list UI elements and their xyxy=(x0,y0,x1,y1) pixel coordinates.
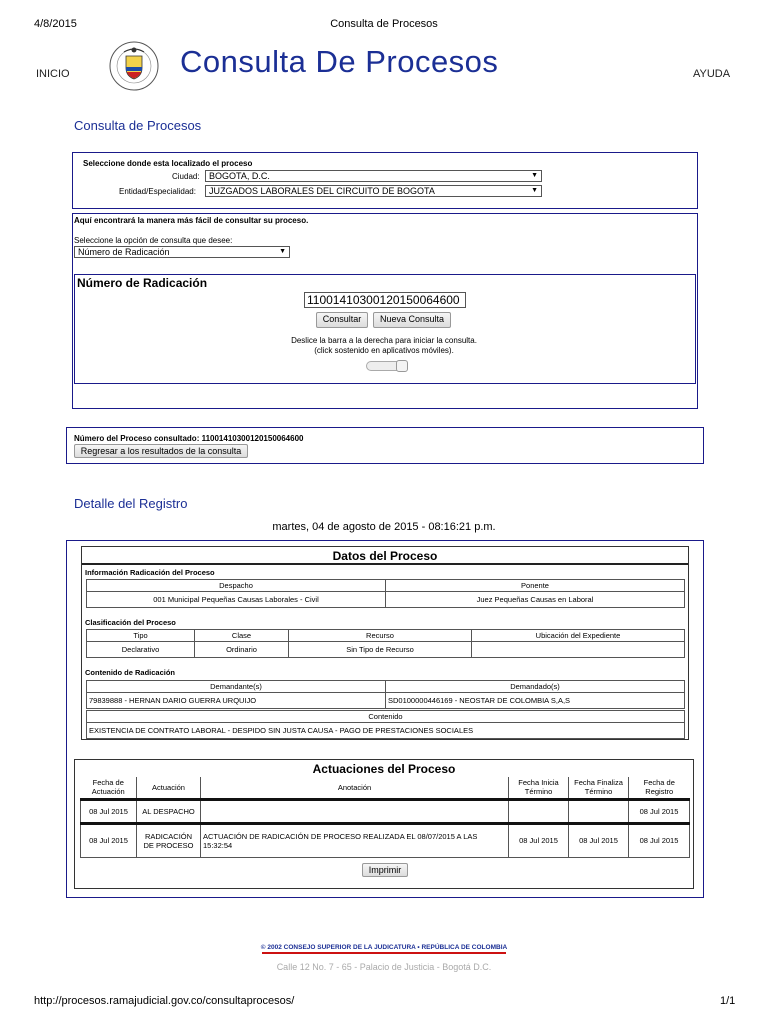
chevron-down-icon: ▼ xyxy=(279,248,286,255)
consulta-section-title: Consulta de Procesos xyxy=(74,118,202,133)
demandante-value: 79839888 - HERNAN DARIO GUERRA URQUIJO xyxy=(87,693,386,709)
nav-inicio-link[interactable]: INICIO xyxy=(36,68,70,80)
row-actuacion: RADICACIÓN DE PROCESO xyxy=(137,823,201,857)
contenido-header: Contenido xyxy=(87,711,685,723)
despacho-value: 001 Municipal Pequeñas Causas Laborales - Civil xyxy=(87,592,386,608)
footer-address: Calle 12 No. 7 - 65 - Palacio de Justicia - Bogotá D.C. xyxy=(276,962,492,972)
info-radicacion-label: Información Radicación del Proceso xyxy=(85,568,215,577)
print-page-number: 1/1 xyxy=(720,995,736,1007)
row-anotacion xyxy=(201,799,509,823)
footer-copyright: © 2002 CONSEJO SUPERIOR DE LA JUDICATURA • REPÚBLICA DE COLOMBIA xyxy=(260,944,508,951)
option-select-value: Número de Radicación xyxy=(78,247,170,257)
col-fecha-finaliza: Fecha Finaliza Término xyxy=(569,777,629,799)
row-fecha: 08 Jul 2015 xyxy=(81,823,137,857)
entidad-select[interactable] xyxy=(205,185,542,197)
proceso-consultado: Número del Proceso consultado: 11001410300120150064600 xyxy=(74,434,304,443)
chevron-down-icon: ▼ xyxy=(531,172,538,179)
imprimir-button[interactable]: Imprimir xyxy=(362,863,408,877)
partes-table xyxy=(86,680,685,709)
rama-judicial-seal-icon xyxy=(98,40,170,92)
clase-header: Clase xyxy=(195,630,289,642)
timestamp: martes, 04 de agosto de 2015 - 08:16:21 p.m. xyxy=(272,521,496,533)
entidad-select-value: JUZGADOS LABORALES DEL CIRCUITO DE BOGOTA xyxy=(209,186,435,196)
demandante-header: Demandante(s) xyxy=(87,681,386,693)
row-fecha: 08 Jul 2015 xyxy=(81,799,137,823)
print-url: http://procesos.ramajudicial.gov.co/consultaprocesos/ xyxy=(34,995,295,1007)
datos-title: Datos del Proceso xyxy=(82,547,688,565)
ciudad-select-value: BOGOTA, D.C. xyxy=(209,171,270,181)
contenido-radicacion-label: Contenido de Radicación xyxy=(85,668,176,677)
recurso-value: Sin Tipo de Recurso xyxy=(289,642,472,658)
ciudad-label: Ciudad: xyxy=(172,172,200,181)
col-anotacion: Anotación xyxy=(201,777,509,799)
demandado-value: SD0100000446169 - NEOSTAR DE COLOMBIA S,A,S xyxy=(386,693,685,709)
regresar-button[interactable]: Regresar a los resultados de la consulta xyxy=(74,444,248,458)
tipo-value: Declarativo xyxy=(87,642,195,658)
ponente-value: Juez Pequeñas Causas en Laboral xyxy=(386,592,685,608)
table-row xyxy=(81,823,690,857)
location-heading: Seleccione donde esta localizado el proceso xyxy=(83,159,253,168)
recurso-header: Recurso xyxy=(289,630,472,642)
option-select[interactable] xyxy=(74,246,290,258)
radicacion-input[interactable]: 11001410300120150064600 xyxy=(304,292,466,308)
consultar-button[interactable]: Consultar xyxy=(316,312,368,328)
print-date: 4/8/2015 xyxy=(34,18,77,30)
option-label: Seleccione la opción de consulta que desee: xyxy=(74,236,233,245)
chevron-down-icon: ▼ xyxy=(531,187,538,194)
nav-ayuda-link[interactable]: AYUDA xyxy=(693,68,731,80)
clasificacion-label: Clasificación del Proceso xyxy=(85,618,176,627)
clase-value: Ordinario xyxy=(195,642,289,658)
actuaciones-table xyxy=(80,777,690,858)
nueva-consulta-button[interactable]: Nueva Consulta xyxy=(373,312,451,328)
actuaciones-title: Actuaciones del Proceso xyxy=(312,762,456,776)
table-row xyxy=(81,799,690,823)
brand-title: Consulta De Procesos xyxy=(180,44,499,79)
row-registro: 08 Jul 2015 xyxy=(629,823,690,857)
row-inicia xyxy=(509,799,569,823)
col-fecha-actuacion: Fecha de Actuación xyxy=(81,777,137,799)
slide-text-line-2: (click sostenido en aplicativos móviles). xyxy=(314,346,454,355)
clasificacion-table xyxy=(86,629,685,658)
contenido-value: EXISTENCIA DE CONTRATO LABORAL - DESPIDO SIN JUSTA CAUSA - PAGO DE PRESTACIONES SOCIALES xyxy=(87,723,685,739)
row-finaliza xyxy=(569,799,629,823)
detalle-title: Detalle del Registro xyxy=(74,496,188,511)
radicacion-title: Número de Radicación xyxy=(77,276,208,290)
consulta-intro: Aquí encontrará la manera más fácil de consultar su proceso. xyxy=(74,216,309,225)
slide-text-line-1: Deslice la barra a la derecha para iniciar la consulta. xyxy=(291,336,477,345)
print-title: Consulta de Procesos xyxy=(330,18,438,30)
ubicacion-value xyxy=(472,642,685,658)
ubicacion-header: Ubicación del Expediente xyxy=(472,630,685,642)
ponente-header: Ponente xyxy=(386,580,685,592)
row-registro: 08 Jul 2015 xyxy=(629,799,690,823)
tipo-header: Tipo xyxy=(87,630,195,642)
footer-divider xyxy=(262,952,506,954)
ciudad-select[interactable] xyxy=(205,170,542,182)
despacho-header: Despacho xyxy=(87,580,386,592)
row-actuacion: AL DESPACHO xyxy=(137,799,201,823)
slide-instructions xyxy=(0,336,768,356)
row-finaliza: 08 Jul 2015 xyxy=(569,823,629,857)
col-fecha-registro: Fecha de Registro xyxy=(629,777,690,799)
entidad-label: Entidad/Especialidad: xyxy=(119,187,196,196)
row-inicia: 08 Jul 2015 xyxy=(509,823,569,857)
col-actuacion: Actuación xyxy=(137,777,201,799)
row-anotacion: ACTUACIÓN DE RADICACIÓN DE PROCESO REALIZADA EL 08/07/2015 A LAS 15:32:54 xyxy=(201,823,509,857)
slide-handle[interactable] xyxy=(396,360,408,372)
col-fecha-inicia: Fecha Inicia Término xyxy=(509,777,569,799)
info-radicacion-table xyxy=(86,579,685,608)
contenido-table xyxy=(86,710,685,739)
demandado-header: Demandado(s) xyxy=(386,681,685,693)
